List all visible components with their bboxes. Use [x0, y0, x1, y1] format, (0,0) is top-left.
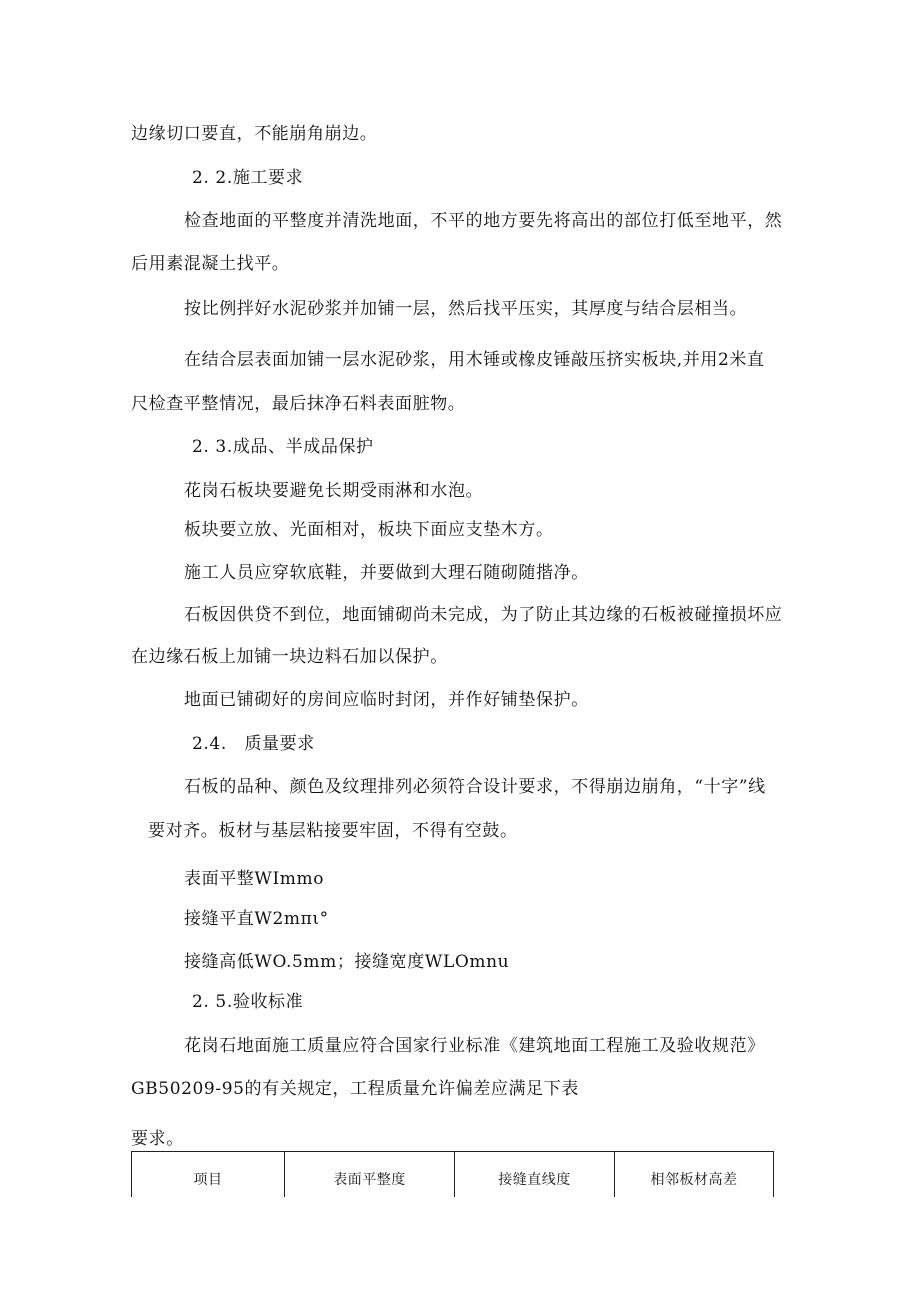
- paragraph-soft-shoes: 施工人员应穿软底鞋，并要做到大理石随砌随揩净。: [184, 563, 589, 583]
- table-header-adjacent-height-diff: 相邻板材高差: [650, 1172, 738, 1188]
- paragraph-requirement: 要求。: [131, 1129, 184, 1149]
- paragraph-mortar: 按比例拌好水泥砂浆并加铺一层，然后找平压实，其厚度与结合层相当。: [184, 299, 748, 319]
- tolerance-joint-straightness: 接缝平直W2mπι°: [184, 909, 329, 929]
- paragraph-acceptance-line2: GB50209-95的有关规定，工程质量允许偏差应满足下表: [131, 1079, 579, 1099]
- table-header-flatness: 表面平整度: [285, 1152, 455, 1197]
- table-header-joint-straightness: 接缝直线度: [455, 1152, 615, 1197]
- section-heading-2-3: 2. 3.成品、半成品保护: [192, 437, 374, 457]
- section-heading-2-5: 2. 5.验收标准: [192, 992, 304, 1012]
- section-heading-2-4: 2.4. 质量要求: [192, 734, 315, 754]
- paragraph-check-floor-line2: 后用素混凝土找平。: [131, 254, 290, 274]
- section-heading-2-2: 2. 2.施工要求: [192, 168, 304, 188]
- paragraph-quality-line2: 要对齐。板材与基层粘接要牢固，不得有空鼓。: [148, 821, 518, 841]
- paragraph-room-closure: 地面已铺砌好的房间应临时封闭，并作好铺垫保护。: [184, 690, 589, 710]
- paragraph-edge-protection-line1: 石板因供贷不到位，地面铺砌尚未完成，为了防止其边缘的石板被碰撞损坏应: [184, 605, 783, 625]
- table-header-item: 项目: [132, 1152, 285, 1197]
- paragraph-upright-storage: 板块要立放、光面相对，板块下面应支垫木方。: [184, 520, 554, 540]
- paragraph-edge-protection-line2: 在边缘石板上加铺一块边料石加以保护。: [131, 647, 448, 667]
- tolerance-flatness: 表面平整WImmo: [184, 869, 325, 889]
- paragraph-bonding-layer-line2: 尺检查平整情况，最后抹净石料表面脏物。: [131, 394, 466, 414]
- paragraph-acceptance-line1: 花岗石地面施工质量应符合国家行业标准《建筑地面工程施工及验收规范》: [184, 1036, 765, 1056]
- paragraph-bonding-layer-line1: 在结合层表面加铺一层水泥砂浆，用木锤或橡皮锤敲压挤实板块,并用2米直: [184, 350, 765, 370]
- paragraph-edge-cut: 边缘切口要直，不能崩角崩边。: [131, 124, 378, 144]
- paragraph-check-floor-line1: 检查地面的平整度并清洗地面，不平的地方要先将高出的部位打低至地平，然: [184, 211, 783, 231]
- tolerance-table: [131, 1151, 774, 1197]
- tolerance-joint-height-width: 接缝高低WO.5mm；接缝宽度WLOmnu: [184, 952, 510, 972]
- paragraph-granite-rain: 花岗石板块要避免长期受雨淋和水泡。: [184, 481, 484, 501]
- paragraph-quality-line1: 石板的品种、颜色及纹理排列必须符合设计要求，不得崩边崩角，“十字”线: [184, 777, 766, 797]
